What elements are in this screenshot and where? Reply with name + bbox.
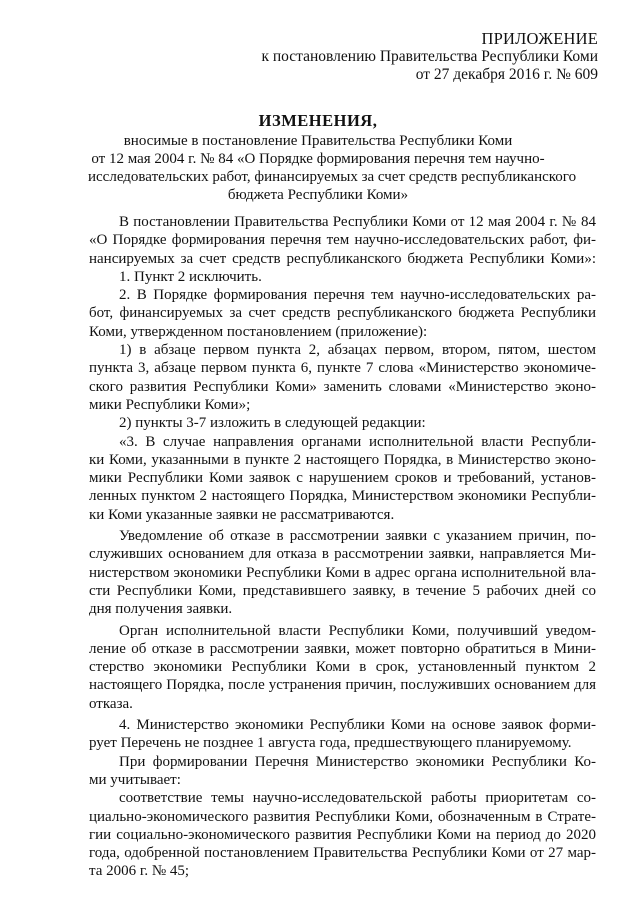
body-line: В постановлении Правительства Республики Коми от 12 мая 2004 г. № 84 (119, 214, 596, 230)
body-line: «3. В случае направления органами исполнительной власти Республи- (119, 433, 596, 450)
body-line: Уведомление об отказе в рассмотрении заявки с указанием причин, по- (119, 528, 596, 545)
body-line: бот, финансируемых за счет средств республиканского бюджета Республики (89, 305, 596, 322)
body-line: 2) пункты 3-7 изложить в следующей редакции: (119, 415, 426, 432)
body-line: Орган исполнительной власти Республики Коми, получивший уведом- (119, 622, 596, 639)
body-line: сти Республики Коми, представившего заявку, в течение 5 рабочих дней со (89, 582, 596, 599)
body-line: пункта 3, абзаце первом пункта 6, пункте 7 слова «Министерство экономиче- (89, 360, 596, 377)
body-line: Коми, утвержденном постановлением (приложение): (89, 323, 428, 340)
body-line: гии социально-экономического развития Республики Коми на период до 2020 (89, 826, 596, 843)
body-line: 2. В Порядке формирования перечня тем научно-исследовательских ра- (119, 287, 596, 304)
body-line: нансируемых за счет средств республиканского бюджета Республики Коми»: (89, 250, 596, 267)
body-line: ление об отказе в рассмотрении заявки, может повторно обратиться в Мини- (89, 640, 596, 657)
appendix-title: ПРИЛОЖЕНИЕ (481, 29, 598, 48)
body-line: 1) в абзаце первом пункта 2, абзацах первом, втором, пятом, шестом (119, 342, 596, 359)
body-line: нистерством экономики Республики Коми в адрес органа исполнительной вла- (89, 564, 596, 581)
appendix-header (261, 30, 598, 84)
body-line: служивших основанием для отказа в рассмотрении заявки, направляется Ми- (89, 546, 596, 563)
body-line: циально-экономического развития Республики Коми, обозначенным в Страте- (89, 808, 596, 825)
body-line: рует Перечень не позднее 1 августа года, предшествующего планируемому. (89, 735, 572, 752)
body-line: соответствие темы научно-исследовательской работы приоритетам со- (119, 790, 596, 807)
heading-line: вносимые в постановление Правительства Республики Коми (123, 133, 513, 149)
body-line: та 2006 г. № 45; (89, 863, 190, 880)
body-line: ки Коми указанные заявки не рассматриваются. (89, 506, 395, 523)
heading-line: исследовательских работ, финансируемых за счет средств республиканского (88, 169, 577, 185)
appendix-line-1: к постановлению Правительства Республики Коми (261, 48, 598, 65)
heading-line: бюджета Республики Коми» (227, 187, 409, 203)
body-line: ми учитывает: (89, 771, 181, 788)
document-body (89, 213, 596, 881)
heading-subtitle (88, 132, 577, 204)
body-line: стерство экономики Республики Коми в срок, установленный пунктом 2 (89, 659, 596, 676)
body-line: отказа. (89, 695, 133, 712)
body-line: мики Республики Коми заявок с нарушением сроков и требований, установ- (89, 470, 596, 487)
body-line: мики Республики Коми»; (89, 396, 251, 413)
body-line: дня получения заявки. (89, 601, 233, 618)
body-line: года, одобренной постановлением Правительства Республики Коми от 27 мар- (89, 845, 596, 862)
body-line: 1. Пункт 2 исключить. (119, 268, 262, 285)
body-line: «О Порядке формирования перечня тем научно-исследовательских работ, фи- (89, 232, 596, 249)
appendix-line-2: от 27 декабря 2016 г. № 609 (415, 66, 598, 83)
heading-line: от 12 мая 2004 г. № 84 «О Порядке формирования перечня тем научно- (91, 151, 545, 167)
body-line: 4. Министерство экономики Республики Коми на основе заявок форми- (119, 717, 596, 734)
body-line: ки Коми, указанными в пункте 2 настоящего Порядка, в Министерство эконо- (89, 451, 596, 468)
heading-title: ИЗМЕНЕНИЯ, (258, 111, 378, 130)
body-line: настоящего Порядка, после устранения причин, послуживших основанием для (89, 677, 596, 694)
body-line: При формировании Перечня Министерство экономики Республики Ко- (119, 753, 596, 770)
body-line: ленных пунктом 2 настоящего Порядка, Министерством экономики Республи- (89, 488, 596, 505)
body-line: ского развития Республики Коми» заменить словами «Министерство эконо- (89, 378, 596, 395)
document-heading (88, 111, 577, 204)
